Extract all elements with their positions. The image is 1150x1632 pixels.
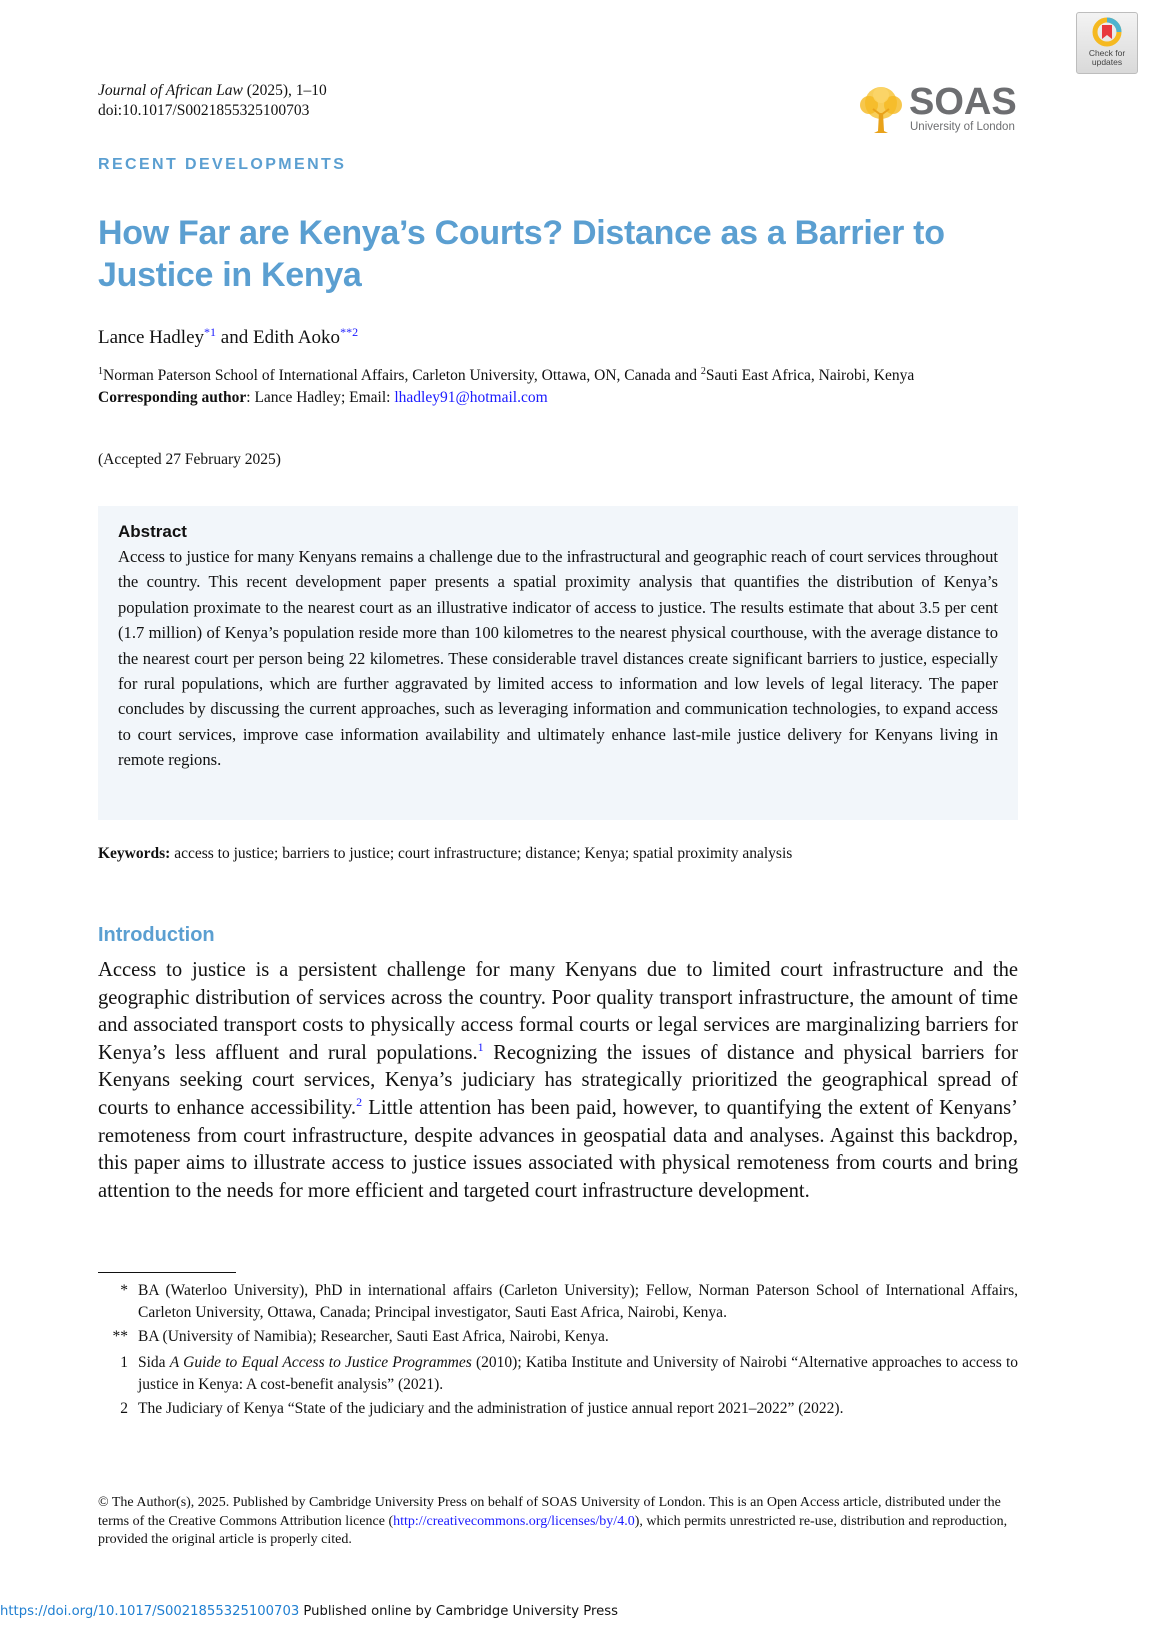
email-link[interactable]: lhadley91@hotmail.com xyxy=(394,389,548,406)
corresponding-text: : Lance Hadley; Email: xyxy=(246,389,395,406)
footnote-text xyxy=(138,1352,1018,1396)
publisher-subtitle: University of London xyxy=(910,121,1015,133)
affiliation-1: Norman Paterson School of International Affairs, Carleton University, Ottawa, ON, Canada and xyxy=(103,367,701,384)
footnote-mark: ** xyxy=(112,1328,128,1345)
intro-text: Little attention has been paid, however, to quantifying the extent of Kenyans’ remoteness from court infrastructure, despite advances in geospatial data and analyses. Against this backdrop, this paper aims to illustrate access to justice issues associated with physical remoteness from courts and bring attention to the needs for more efficient and targeted court infrastructure development. xyxy=(98,1096,1018,1202)
accepted-date: (Accepted 27 February 2025) xyxy=(98,451,281,468)
abstract-body: Access to justice for many Kenyans remains a challenge due to the infrastructural and geographic reach of court services throughout the country. This recent development paper presents a spatial proximity analysis that quantifies the distribution of Kenya’s population proximate to the nearest court as an illustrative indicator of access to justice. The results estimate that about 3.5 per cent (1.7 million) of Kenya’s population reside more than 100 kilometres to the nearest physical courthouse, with the average distance to the nearest court per person being 22 kilometres. These considerable travel distances create significant barriers to justice, especially for rural populations, which are further aggravated by limited access to information and low levels of legal literacy. The paper concludes by discussing the current approaches, such as leveraging information and communication technologies, to expand access to court services, improve case information availability and ultimately enhance last-mile justice delivery for Kenyans living in remote regions. xyxy=(118,547,998,770)
intro-text: Recognizing the issues of distance and physical barriers for Kenyans seeking court services, Kenya’s judiciary has strategically prioritized the geographical spread of courts to enhance accessibility. xyxy=(98,1041,1018,1119)
footnotes xyxy=(98,1280,1018,1422)
footnote-divider xyxy=(98,1272,236,1273)
license-notice xyxy=(98,1494,1018,1550)
intro-text: Access to justice is a persistent challenge for many Kenyans due to limited court infrastructure and the geographic distribution of services across the country. Poor quality transport infrastructure, the amount of time and associated transport costs to physically access formal courts or legal services are marginalizing barriers for Kenya’s less affluent and rural populations. xyxy=(98,959,1018,1064)
footnote-mark: * xyxy=(120,1282,128,1299)
check-for-updates-label xyxy=(1077,49,1137,67)
author-footnote-link[interactable]: *1 xyxy=(204,325,217,339)
footnote-mark: 2 xyxy=(120,1400,128,1417)
published-online-text: Published online by Cambridge University Press xyxy=(299,1604,618,1619)
footnote-mark: 1 xyxy=(120,1354,128,1371)
affiliation-text xyxy=(98,365,998,387)
author-conjunction: and xyxy=(216,327,253,348)
author-name: Lance Hadley xyxy=(98,327,205,348)
article-title: How Far are Kenya’s Courts? Distance as a Barrier to Justice in Kenya xyxy=(98,214,945,294)
affiliation-mark: 1 xyxy=(98,366,103,377)
doi-link[interactable]: https://doi.org/10.1017/S0021855325100703 xyxy=(0,1604,300,1619)
bottom-publication-line xyxy=(0,1604,618,1619)
corresponding-label: Corresponding author xyxy=(98,389,247,406)
affiliation-mark: 2 xyxy=(700,366,706,377)
journal-citation xyxy=(98,81,327,101)
keywords xyxy=(98,845,792,863)
introduction-heading: Introduction xyxy=(98,924,215,946)
tree-icon xyxy=(855,85,907,137)
affiliation-2: Sauti East Africa, Nairobi, Kenya xyxy=(705,367,915,384)
author-list xyxy=(98,325,358,349)
footnote-item xyxy=(98,1280,1018,1324)
footnote-ref-2[interactable]: 2 xyxy=(356,1094,363,1109)
journal-name: Journal of African Law xyxy=(98,82,243,99)
check-updates-line1: Check for xyxy=(1088,48,1126,58)
introduction-body xyxy=(98,957,1018,1205)
author-name: Edith Aoko xyxy=(252,327,341,348)
license-text: © The Author(s), 2025. Published by Cambridge University Press on behalf of SOAS University of London. This is an Open Access article, distributed under the terms of the Creative Commons Attribution licence ( xyxy=(98,1495,1001,1529)
abstract-box xyxy=(98,506,1018,820)
footnote-item xyxy=(98,1326,1018,1348)
section-label: RECENT DEVELOPMENTS xyxy=(98,156,347,173)
footnote-item xyxy=(98,1352,1018,1396)
affiliations xyxy=(98,365,998,409)
bookmark-ring-icon xyxy=(1092,17,1122,47)
publisher-logo xyxy=(855,81,1030,137)
keywords-text: access to justice; barriers to justice; court infrastructure; distance; Kenya; spatial proximity analysis xyxy=(170,845,793,862)
journal-header xyxy=(98,81,327,121)
footnote-text-title: A Guide to Equal Access to Justice Programmes xyxy=(169,1354,472,1371)
keywords-label: Keywords: xyxy=(98,845,171,862)
license-text: ), which permits unrestricted re-use, distribution and reproduction, provided the original article is properly cited. xyxy=(98,1513,1008,1547)
check-for-updates-button[interactable] xyxy=(1076,12,1138,74)
corresponding-author xyxy=(98,387,998,409)
footnote-text-post: (2010); Katiba Institute and University of Nairobi “Alternative approaches to access to justice in Kenya: A cost-benefit analysis” (2021). xyxy=(138,1354,1019,1393)
footnote-ref-1[interactable]: 1 xyxy=(477,1039,484,1054)
footnote-item xyxy=(98,1398,1018,1420)
journal-meta: (2025), 1–10 xyxy=(242,82,327,99)
footnote-text-pre: Sida xyxy=(138,1354,170,1371)
journal-doi: doi:10.1017/S0021855325100703 xyxy=(98,102,310,119)
footnote-text: The Judiciary of Kenya “State of the judiciary and the administration of justice annual report 2021–2022” (2022). xyxy=(138,1400,844,1417)
footnote-text: BA (Waterloo University), PhD in international affairs (Carleton University); Fellow, Norman Paterson School of International Affairs, Carleton University, Ottawa, Canada; Principal investigator, Sauti East Africa, Nairobi, Kenya. xyxy=(138,1282,1018,1321)
author-footnote-link[interactable]: **2 xyxy=(340,325,359,339)
check-updates-line2: updates xyxy=(1091,57,1123,67)
abstract-heading: Abstract xyxy=(118,522,187,541)
footnote-text: BA (University of Namibia); Researcher, Sauti East Africa, Nairobi, Kenya. xyxy=(138,1328,609,1345)
license-link[interactable]: http://creativecommons.org/licenses/by/4.0 xyxy=(393,1513,635,1529)
publisher-name: SOAS xyxy=(909,81,1017,123)
